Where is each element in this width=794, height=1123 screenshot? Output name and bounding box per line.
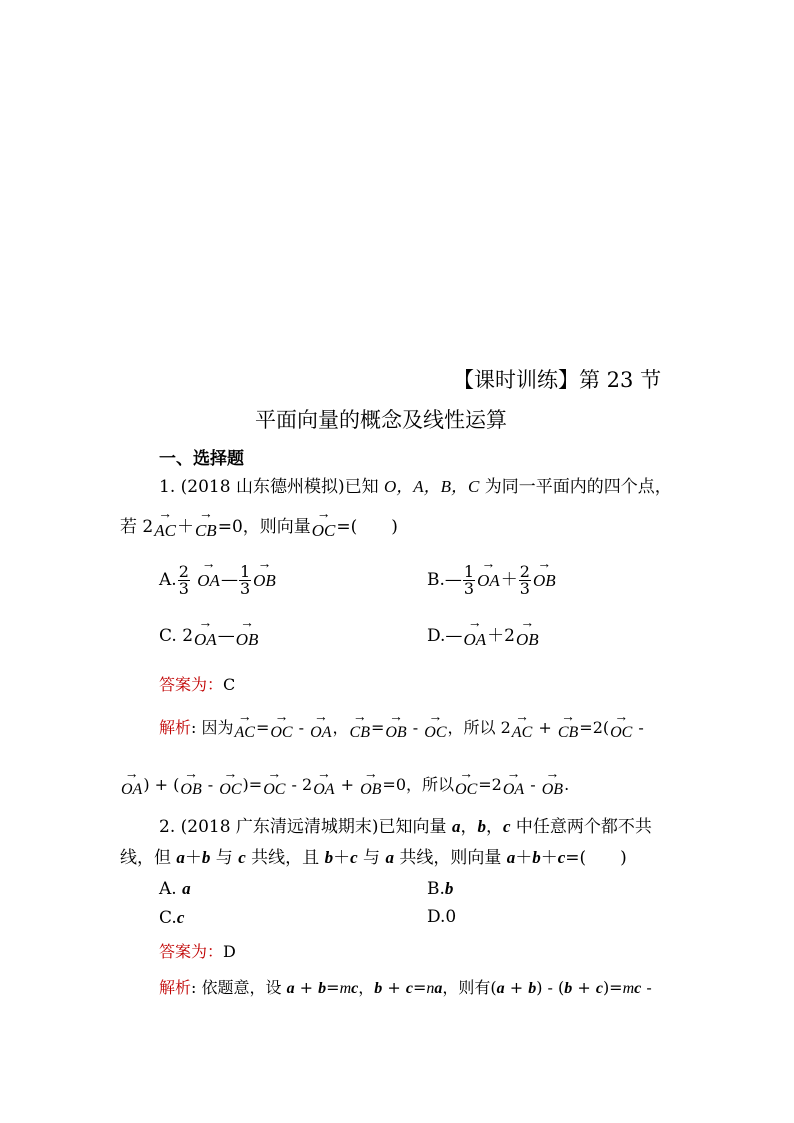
vector-b: b bbox=[201, 848, 211, 867]
fraction-denominator: 3 bbox=[519, 579, 530, 598]
option-a-label: A. bbox=[159, 570, 177, 590]
vector-a: a bbox=[182, 879, 191, 898]
answer-value: C bbox=[223, 675, 236, 694]
vector-cb: → CB bbox=[558, 724, 578, 742]
vector-b: b bbox=[374, 980, 383, 997]
vector-c: c bbox=[405, 980, 413, 997]
q2-text: ， bbox=[460, 817, 478, 837]
fraction bbox=[239, 564, 251, 597]
answer-value: D bbox=[223, 942, 236, 961]
q2-line-2 bbox=[120, 849, 627, 867]
q2-text: 共线，则向量 bbox=[393, 848, 507, 868]
minus-sign: — bbox=[220, 570, 238, 590]
plus-sign: + bbox=[572, 978, 596, 997]
fraction-numerator: 2 bbox=[519, 562, 530, 581]
vector-b: b bbox=[318, 980, 327, 997]
q1-points: O，A，B，C bbox=[383, 477, 480, 496]
q1-stem-2: 为同一平面内的四个点， bbox=[484, 477, 672, 497]
analysis-label: 解析 bbox=[159, 978, 192, 997]
q2-option-a bbox=[159, 880, 191, 898]
fraction-denominator: 3 bbox=[178, 579, 189, 598]
analysis-text: - bbox=[641, 978, 652, 997]
q1-source: (2018 山东德州模拟) bbox=[180, 477, 345, 497]
analysis-text: - bbox=[633, 718, 644, 737]
vector-oc: → OC bbox=[270, 724, 292, 742]
vector-b: b bbox=[528, 980, 537, 997]
vector-oc: → OC bbox=[610, 724, 632, 742]
vector-c: c bbox=[634, 980, 642, 997]
plus-sign: ＋2 bbox=[487, 626, 515, 646]
q1-line-1 bbox=[159, 478, 672, 496]
q2-line-1 bbox=[159, 818, 652, 836]
plus-sign: + bbox=[382, 978, 406, 997]
vector-c: c bbox=[595, 980, 603, 997]
vector-oa: → OA bbox=[121, 781, 142, 799]
vector-oa: → OA bbox=[194, 631, 217, 648]
analysis-text: ) - ( bbox=[536, 978, 565, 997]
analysis-text: ，则有( bbox=[442, 978, 497, 997]
analysis-text: - 2 bbox=[286, 775, 313, 794]
q1-option-a bbox=[159, 564, 277, 597]
analysis-text: )= bbox=[602, 978, 623, 997]
plus-sign: ＋ bbox=[540, 848, 558, 868]
vector-c: c bbox=[176, 908, 185, 927]
vector-oa: → OA bbox=[477, 572, 500, 589]
vector-oc: → OC bbox=[219, 781, 241, 799]
lesson-section-number: 第 23 节 bbox=[579, 368, 662, 392]
analysis-text: = bbox=[255, 718, 270, 737]
analysis-text: =2( bbox=[579, 718, 610, 737]
plus-sign: + bbox=[504, 978, 529, 997]
lesson-header bbox=[453, 364, 661, 394]
vector-oc: → OC bbox=[263, 781, 285, 799]
q2-text: 线，但 bbox=[120, 848, 177, 868]
q2-text: 与 bbox=[357, 848, 386, 868]
vector-cb: → CB bbox=[195, 522, 217, 539]
q2-text: ， bbox=[485, 817, 503, 837]
vector-ob: → OB bbox=[542, 781, 563, 799]
plus-sign: ＋ bbox=[500, 570, 518, 590]
vector-b: b bbox=[532, 848, 541, 867]
scalar-m: m bbox=[339, 980, 352, 997]
analysis-text: - bbox=[525, 775, 541, 794]
minus-sign: — bbox=[217, 626, 235, 646]
q1-analysis-line-1 bbox=[159, 715, 644, 742]
vector-oc: → OC bbox=[455, 781, 477, 799]
vector-ob: → OB bbox=[533, 572, 556, 589]
vector-a: a bbox=[385, 848, 394, 867]
analysis-text: - bbox=[407, 718, 424, 737]
analysis-text: ， bbox=[358, 978, 375, 997]
q2-option-d bbox=[427, 909, 456, 926]
q2-text: =( ) bbox=[565, 848, 627, 868]
vector-ob: → OB bbox=[360, 781, 381, 799]
plus-sign: + bbox=[294, 978, 319, 997]
vector-a: a bbox=[496, 980, 505, 997]
analysis-text: : 因为 bbox=[191, 718, 234, 737]
q1-line-2 bbox=[120, 519, 398, 539]
vector-ac: → AC bbox=[154, 522, 176, 539]
vector-b: b bbox=[324, 848, 334, 867]
fraction bbox=[178, 564, 190, 597]
fraction-denominator: 3 bbox=[463, 579, 475, 598]
q1-analysis-line-2 bbox=[120, 772, 569, 799]
q1-line2-pre: 若 2 bbox=[120, 517, 154, 537]
option-d-label: D.0 bbox=[427, 907, 457, 927]
analysis-label: 解析 bbox=[159, 718, 192, 737]
q1-eq-paren: =( ) bbox=[336, 517, 398, 537]
fraction-numerator: 2 bbox=[178, 562, 189, 581]
lesson-subtitle: 平面向量的概念及线性运算 bbox=[255, 408, 507, 432]
analysis-text: ， bbox=[332, 718, 349, 737]
vector-a: a bbox=[286, 980, 295, 997]
vector-ob: → OB bbox=[253, 572, 276, 589]
analysis-text: = bbox=[370, 718, 385, 737]
analysis-text: )= bbox=[242, 775, 263, 794]
vector-cb: → CB bbox=[350, 724, 370, 742]
fraction-numerator: 1 bbox=[463, 562, 475, 581]
q2-answer bbox=[159, 939, 236, 962]
vector-b: b bbox=[444, 879, 454, 898]
q2-text: 共线，且 bbox=[245, 848, 325, 868]
scalar-m: m bbox=[622, 980, 635, 997]
q1-option-d bbox=[427, 628, 540, 648]
analysis-text: . bbox=[564, 775, 570, 794]
q1-number: 1. bbox=[159, 477, 176, 497]
vector-c: c bbox=[502, 817, 511, 836]
answer-label: 答案为： bbox=[159, 675, 224, 694]
q1-eq0: =0，则向量 bbox=[217, 517, 311, 537]
q2-text: 中任意两个都不共 bbox=[510, 817, 652, 837]
vector-a: a bbox=[434, 980, 443, 997]
plus-sign: ＋ bbox=[176, 517, 194, 537]
q1-option-b bbox=[427, 564, 557, 597]
option-a-label: A. bbox=[159, 879, 183, 899]
vector-oa: → OA bbox=[503, 781, 524, 799]
fraction-numerator: 1 bbox=[239, 562, 251, 581]
q2-text: 与 bbox=[210, 848, 239, 868]
section-heading: 一、选择题 bbox=[159, 449, 244, 469]
analysis-text: =0，所以 bbox=[382, 775, 455, 794]
vector-ob: → OB bbox=[385, 724, 406, 742]
vector-c: c bbox=[238, 848, 246, 867]
vector-c: c bbox=[557, 848, 566, 867]
vector-b: b bbox=[477, 817, 486, 836]
option-c-label: C. bbox=[159, 908, 177, 928]
vector-ac: → AC bbox=[512, 724, 532, 742]
vector-b: b bbox=[564, 980, 573, 997]
vector-a: a bbox=[176, 848, 185, 867]
q1-answer bbox=[159, 672, 235, 695]
vector-a: a bbox=[506, 848, 516, 867]
analysis-text: + bbox=[335, 775, 360, 794]
plus-sign: ＋ bbox=[184, 848, 202, 868]
analysis-text: ) + ( bbox=[143, 775, 180, 794]
q2-text: 2. (2018 广东清远清城期末)已知向量 bbox=[159, 817, 452, 837]
q2-option-b bbox=[427, 880, 453, 898]
analysis-text: = bbox=[412, 978, 427, 997]
analysis-text: ，所以 2 bbox=[447, 718, 511, 737]
vector-ac: → AC bbox=[235, 724, 255, 742]
analysis-text: + bbox=[533, 718, 557, 737]
fraction-denominator: 3 bbox=[239, 579, 251, 598]
vector-c: c bbox=[350, 848, 358, 867]
vector-oa: → OA bbox=[313, 781, 334, 799]
q1-stem-1: 已知 bbox=[344, 477, 379, 497]
answer-label: 答案为： bbox=[159, 942, 224, 961]
vector-c: c bbox=[351, 980, 359, 997]
analysis-text: : 依题意，设 bbox=[191, 978, 287, 997]
vector-oc: → OC bbox=[424, 724, 446, 742]
plus-sign: ＋ bbox=[333, 848, 351, 868]
plus-sign: ＋ bbox=[515, 848, 533, 868]
vector-ob: → OB bbox=[180, 781, 201, 799]
q2-option-c bbox=[159, 909, 184, 927]
lesson-bracket-title: 【课时训练】 bbox=[453, 368, 579, 392]
vector-oa: → OA bbox=[197, 572, 220, 589]
option-d-label: D.— bbox=[427, 626, 463, 646]
analysis-text: =2 bbox=[478, 775, 502, 794]
option-b-label: B. bbox=[427, 879, 445, 899]
vector-ob: → OB bbox=[516, 631, 539, 648]
q2-analysis bbox=[159, 975, 652, 998]
analysis-text: = bbox=[326, 978, 340, 997]
option-c-label: C. 2 bbox=[159, 626, 194, 646]
fraction bbox=[463, 564, 475, 597]
vector-oc: → OC bbox=[312, 522, 336, 539]
analysis-text: - bbox=[293, 718, 310, 737]
vector-oa: → OA bbox=[463, 631, 486, 648]
q1-option-c bbox=[159, 628, 259, 648]
vector-a: a bbox=[451, 817, 461, 836]
vector-oa: → OA bbox=[310, 724, 331, 742]
scalar-n: n bbox=[426, 980, 435, 997]
analysis-text: - bbox=[202, 775, 219, 794]
option-b-label: B.— bbox=[427, 570, 462, 590]
vector-ob: → OB bbox=[236, 631, 259, 648]
fraction bbox=[519, 564, 531, 597]
